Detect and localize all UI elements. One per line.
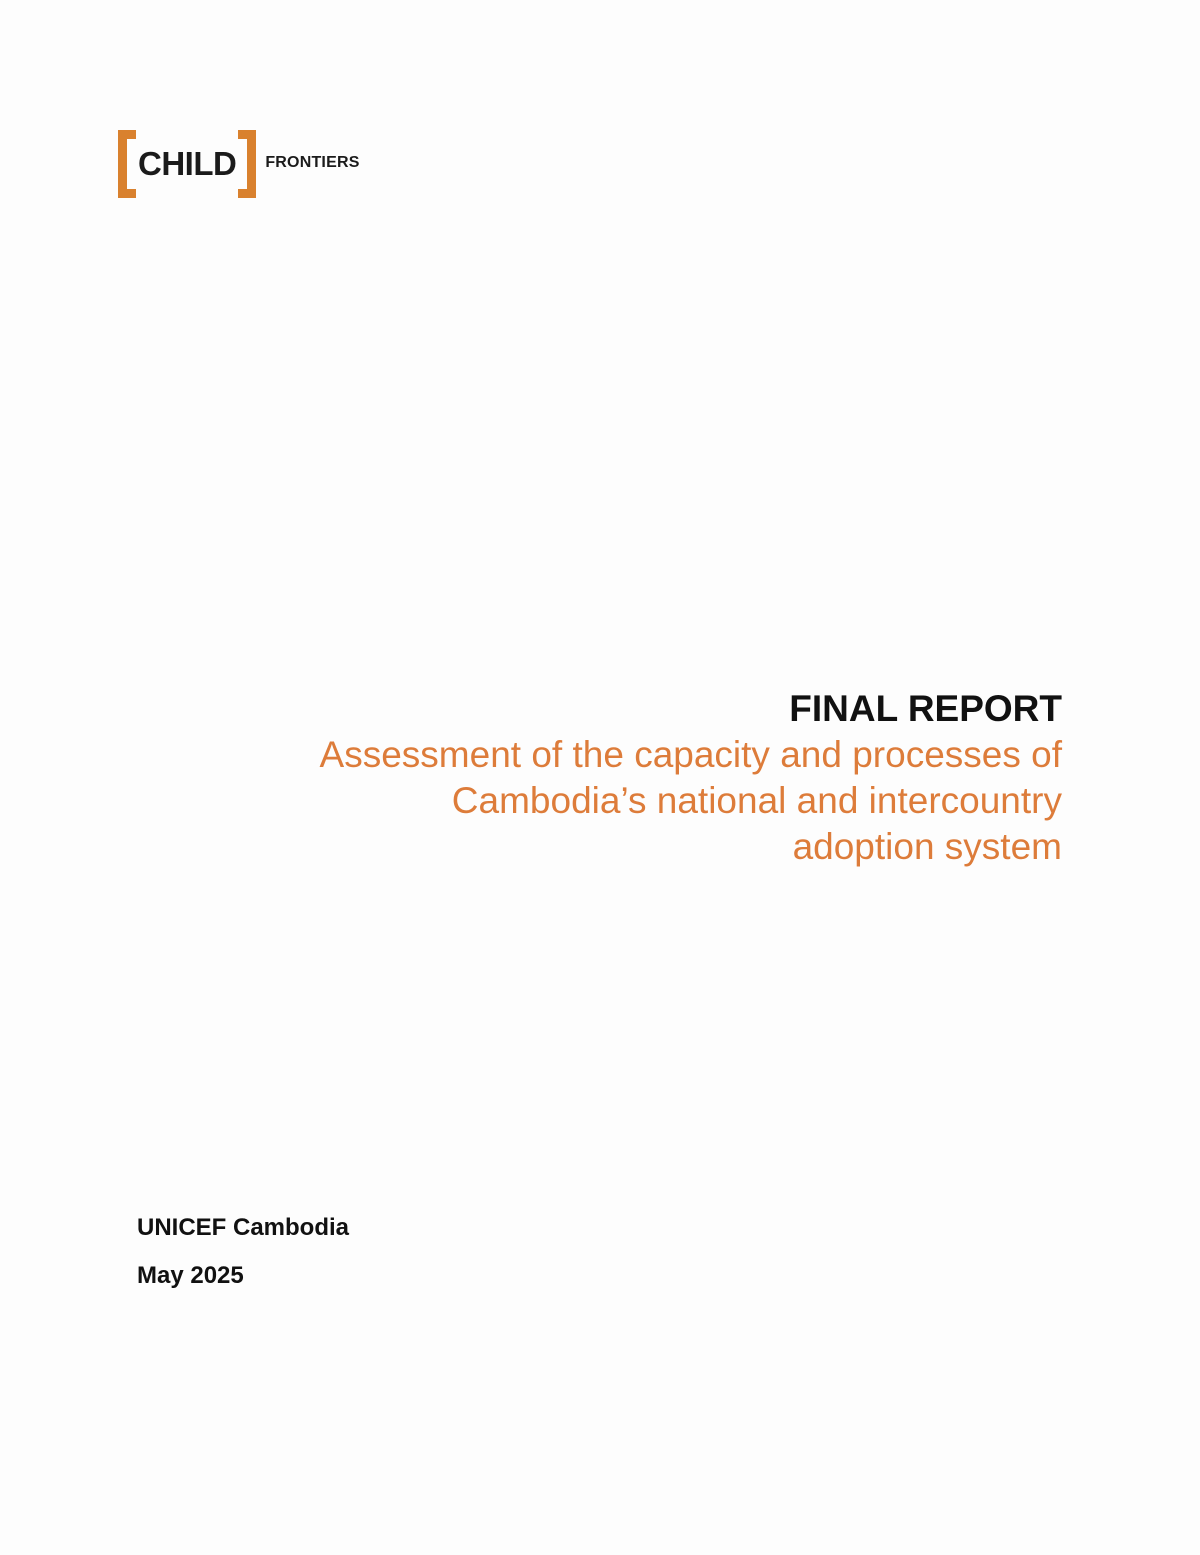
- subtitle-line: Cambodia’s national and intercountry: [451, 780, 1062, 821]
- footer-block: [137, 1204, 349, 1300]
- logo-left-bracket: [118, 130, 136, 198]
- child-frontiers-logo: [118, 130, 360, 198]
- report-subtitle: [162, 732, 1062, 870]
- report-label: FINAL REPORT: [789, 688, 1062, 729]
- logo-word: CHILD: [138, 145, 237, 182]
- subtitle-line: Assessment of the capacity and processes of: [319, 734, 1062, 775]
- logo-right-bracket: [238, 130, 256, 198]
- subtitle-line: adoption system: [792, 826, 1062, 867]
- organization-name: UNICEF Cambodia: [137, 1214, 350, 1241]
- logo-subtext: FRONTIERS: [265, 154, 360, 171]
- report-date: May 2025: [137, 1262, 244, 1289]
- title-block: [162, 686, 1062, 870]
